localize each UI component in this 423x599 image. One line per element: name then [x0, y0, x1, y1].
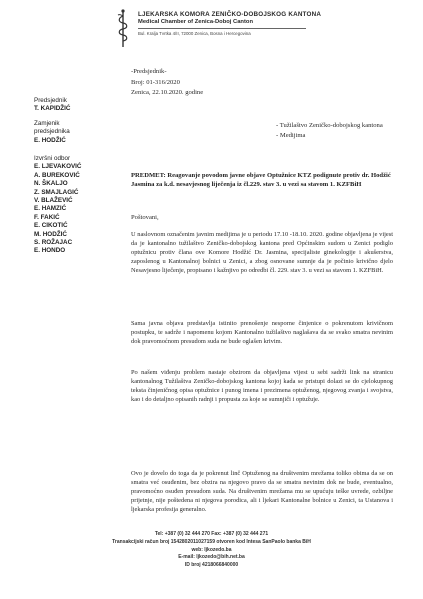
board-member: E. LJEVAKOVIĆ	[34, 163, 82, 171]
board-member: M. HODŽIĆ	[34, 230, 67, 238]
caduceus-icon	[116, 8, 130, 48]
sidebar-deputy	[34, 120, 70, 145]
board-member: E. HONDO	[34, 247, 66, 255]
subject-line: PREDMET: Reagovanje povodom javne objave Optužnice KTZ podignute protiv dr. Hodžić Jasmina za k.d. nesavjesnog liječenja iz čl.229. stav 3. u vezi sa stavom 1. KZFBiH	[131, 172, 391, 189]
deputy-label-2: predsjednika	[34, 128, 70, 136]
footer-email: E-mail: ljkozedo@bih.net.ba	[178, 554, 245, 561]
reference-block	[131, 67, 203, 99]
board-member: F. FAKIĆ	[34, 213, 60, 221]
org-address: Bul. Kralja Tvrtka 4/II, 72000 Zenica, Bosna i Hercegovina	[138, 31, 251, 36]
board-member: N. ŠKALJO	[34, 180, 68, 188]
reference-number: Broj: 01-316/2020	[131, 78, 180, 86]
board-label: Izvršni odbor	[34, 155, 71, 162]
deputy-name: E. HODŽIĆ	[34, 136, 66, 144]
letter-footer	[0, 531, 423, 570]
organization-header	[138, 11, 398, 36]
letter-date: Zenica, 22.10.2020. godine	[131, 89, 204, 97]
sender-line: -Predsjednik-	[131, 68, 167, 75]
header-divider	[138, 28, 306, 29]
footer-id-number: ID broj 4218066840000	[184, 562, 239, 569]
org-name: LJEKARSKA KOMORA ZENIČKO-DOBOJSKOG KANTONA	[138, 11, 322, 18]
board-member: E. HAMZIĆ	[34, 205, 67, 213]
body-paragraph: U naslovnom označenim javnim medijima je u periodu 17.10 -18.10. 2020. godine objavljena je vijest da je kantonalno tužilaštvo Zeničko-dobojskog kantona pred Općinskim sudom u Zenici podiglo optužnicu protiv člana ove Komore Hodžić Dr. Jasmina, specijaliste ginekologije i akušerstva, zaposlenog u Kantonalnoj bolnici u Zenici, a zbog osnovane sumnje da je počinio krivično djelo Nesavjesno liječenje, propisano i kažnjivo po odredbi čl. 229. stav 3. u vezi sa stavom 1. KZFBiH.	[131, 231, 393, 275]
sidebar-board	[34, 155, 81, 256]
board-member: S. ROŽAJAC	[34, 239, 73, 247]
footer-bank-account: Transakcijski račun broj 1542802011027159 otvoren kod Intesa SanPaolo banka BiH	[112, 538, 311, 545]
board-member: V. BLAŽEVIĆ	[34, 197, 73, 205]
greeting: Poštovani,	[131, 214, 159, 221]
footer-website: web: ljkozedo.ba	[191, 546, 232, 553]
sidebar-president	[34, 97, 70, 114]
president-label: Predsjednik	[34, 97, 67, 104]
board-member: E. CIKOTIĆ	[34, 222, 68, 230]
recipient: - Tužilaštvo Zeničko-dobojskog kantona	[276, 122, 383, 129]
board-member: A. BUREKOVIĆ	[34, 171, 80, 179]
body-paragraph: Po našem viđenju problem nastaje obzirom da objavljena vijest u sebi sadrži link na stranicu kantonalnog Tužilaštva Zeničko-dobojskog kantona kojoj kada se pristupi dolazi se do cjelokupnog teksta činjeničnog opisa optužnice i punog imena i prezimena optuženog, njegovog zvanja i svojstva, kao i do detaljno opisanih radnji i propusta za koje se sumnjiči i optužuje.	[131, 369, 393, 404]
recipient: - Medijima	[276, 132, 306, 139]
board-member: Z. SMAJLAGIĆ	[34, 188, 79, 196]
body-paragraph: Sama javna objava predstavlja istinito prenošenje nesporne činjenice o pokrenutom krivičnom postupku, te sadrže i napomenu kojom Kantonalno tužilaštvo naglašava da se svako smatra nevinim dok pravomoćnom presudom suda ne bude oglašen krivim.	[131, 320, 393, 346]
footer-phone-fax: Tel: +387 (0) 32 444 270 Fax: +387 (0) 32 444 271	[154, 531, 269, 537]
body-paragraph: Ovo je dovelo do toga da je pokrenut linč Optuženog na društvenim mrežama toliko obima da se on smatra već osuđenim, bez obzira na njegovo pravo da se smatra nevinim dok ne bude, eventualno, pravomoćno osuđen presudom suda. Na društvenim mrežama mu se upućuju teške uvrede, ozbiljne prijetnje, nije poštedena ni njegova porodica, ali i ljekari Kantonalne bolnice u Zenici, ta Ustanova i ljekarska profesija generalno.	[131, 470, 393, 514]
deputy-label: Zamjenik	[34, 120, 60, 127]
president-name: T. KAPIDŽIĆ	[34, 105, 71, 113]
recipients	[276, 121, 383, 141]
org-name-english: Medical Chamber of Zenica-Doboj Canton	[138, 19, 253, 25]
